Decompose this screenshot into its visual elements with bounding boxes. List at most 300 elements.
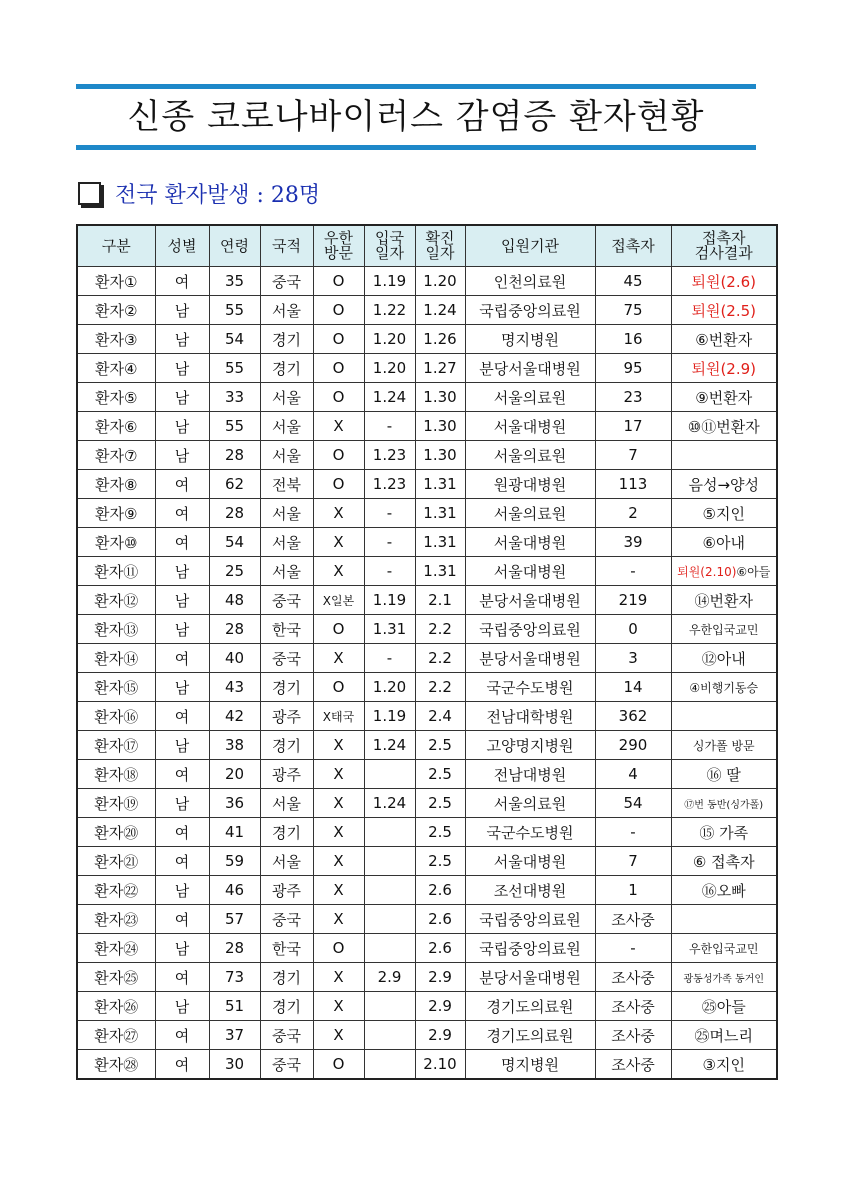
table-cell: 경기 (260, 818, 313, 847)
table-cell: X (313, 528, 364, 557)
table-row (77, 876, 777, 905)
table-cell: 환자⑤ (77, 383, 155, 412)
table-cell: ⑥ 접촉자 (671, 847, 777, 876)
column-header: 입원기관 (465, 225, 595, 267)
title-rule-bottom (76, 145, 756, 150)
table-cell: 여 (155, 1050, 209, 1080)
table-cell: 환자② (77, 296, 155, 325)
table-cell: 서울 (260, 383, 313, 412)
table-cell: 남 (155, 354, 209, 383)
table-cell (364, 992, 415, 1021)
table-cell: 서울 (260, 789, 313, 818)
table-cell: 1.24 (415, 296, 465, 325)
table-cell: 362 (595, 702, 671, 731)
table-cell: - (595, 818, 671, 847)
table-cell: 219 (595, 586, 671, 615)
table-cell: 남 (155, 586, 209, 615)
table-cell: 국립중앙의료원 (465, 615, 595, 644)
table-cell: 국립중앙의료원 (465, 905, 595, 934)
table-cell: O (313, 673, 364, 702)
table-cell: 여 (155, 1021, 209, 1050)
table-cell: 17 (595, 412, 671, 441)
table-cell: 환자㉖ (77, 992, 155, 1021)
table-cell: 37 (209, 1021, 260, 1050)
table-row (77, 296, 777, 325)
table-cell: 환자⑪ (77, 557, 155, 586)
table-cell: 1.23 (364, 441, 415, 470)
table-cell: 남 (155, 296, 209, 325)
table-cell: 1.20 (364, 673, 415, 702)
table-cell: 국립중앙의료원 (465, 296, 595, 325)
table-cell: ⑥번환자 (671, 325, 777, 354)
table-cell: - (364, 412, 415, 441)
table-cell: 42 (209, 702, 260, 731)
table-cell: 1.31 (415, 499, 465, 528)
table-cell: 1.30 (415, 383, 465, 412)
table-cell: 환자㉓ (77, 905, 155, 934)
column-header: 국적 (260, 225, 313, 267)
table-cell: O (313, 1050, 364, 1080)
table-cell: 환자㉗ (77, 1021, 155, 1050)
table-row (77, 354, 777, 383)
column-header: 연령 (209, 225, 260, 267)
table-cell: 1.31 (415, 470, 465, 499)
table-cell: 54 (209, 528, 260, 557)
table-cell: X (313, 731, 364, 760)
section-label: 전국 환자발생 : 28명 (115, 182, 321, 208)
table-cell: 1.24 (364, 731, 415, 760)
table-cell: ⑯오빠 (671, 876, 777, 905)
table-cell: 중국 (260, 1021, 313, 1050)
title-block (76, 84, 756, 150)
table-cell: ⑥아내 (671, 528, 777, 557)
table-cell: 남 (155, 731, 209, 760)
column-header: 접촉자 (595, 225, 671, 267)
table-cell: 2.6 (415, 876, 465, 905)
table-cell: 경기 (260, 992, 313, 1021)
table-cell: 명지병원 (465, 1050, 595, 1080)
table-cell (364, 1021, 415, 1050)
table-row (77, 905, 777, 934)
table-cell: 서울 (260, 557, 313, 586)
table-cell: 1.26 (415, 325, 465, 354)
table-row (77, 818, 777, 847)
table-cell (671, 441, 777, 470)
table-cell: 남 (155, 441, 209, 470)
table-row (77, 499, 777, 528)
table-cell: 36 (209, 789, 260, 818)
table-cell: 여 (155, 702, 209, 731)
table-cell: 서울대병원 (465, 847, 595, 876)
table-cell: 조사중 (595, 992, 671, 1021)
table-row (77, 586, 777, 615)
table-cell (364, 1050, 415, 1080)
table-cell: 환자⑨ (77, 499, 155, 528)
table-cell: 환자㉔ (77, 934, 155, 963)
table-cell: X (313, 876, 364, 905)
table-cell: 우한입국교민 (671, 615, 777, 644)
table-cell: - (595, 557, 671, 586)
table-cell: 2.9 (415, 963, 465, 992)
table-row (77, 470, 777, 499)
table-cell: ⑮ 가족 (671, 818, 777, 847)
table-cell: X (313, 760, 364, 789)
table-cell (364, 847, 415, 876)
table-cell: 여 (155, 905, 209, 934)
column-header: 입국 일자 (364, 225, 415, 267)
table-cell: 중국 (260, 267, 313, 296)
table-cell: 서울대병원 (465, 528, 595, 557)
table-cell: 남 (155, 673, 209, 702)
column-header: 접촉자 검사결과 (671, 225, 777, 267)
table-cell: X (313, 499, 364, 528)
table-cell: 1.23 (364, 470, 415, 499)
table-cell: - (364, 557, 415, 586)
table-row (77, 731, 777, 760)
table-cell: 2.2 (415, 644, 465, 673)
table-cell: 경기 (260, 731, 313, 760)
table-cell: 1.30 (415, 441, 465, 470)
table-cell: ③지인 (671, 1050, 777, 1080)
table-cell: 남 (155, 615, 209, 644)
table-cell: 75 (595, 296, 671, 325)
table-cell: ㉕며느리 (671, 1021, 777, 1050)
table-cell: 59 (209, 847, 260, 876)
table-row (77, 325, 777, 354)
table-cell (671, 905, 777, 934)
table-cell: 분당서울대병원 (465, 586, 595, 615)
table-row (77, 1050, 777, 1080)
table-cell: 1.31 (415, 528, 465, 557)
table-cell: 55 (209, 354, 260, 383)
table-cell: 환자㉑ (77, 847, 155, 876)
table-cell: ⑰번 동반(싱가폴) (671, 789, 777, 818)
table-row (77, 267, 777, 296)
table-cell: X (313, 1021, 364, 1050)
table-cell: 여 (155, 818, 209, 847)
table-cell: 2.2 (415, 673, 465, 702)
table-cell: 전북 (260, 470, 313, 499)
table-cell: 국군수도병원 (465, 673, 595, 702)
table-cell: 1.20 (364, 325, 415, 354)
table-cell: 경기 (260, 325, 313, 354)
table-cell: 환자⑭ (77, 644, 155, 673)
table-cell: 35 (209, 267, 260, 296)
table-cell: 국군수도병원 (465, 818, 595, 847)
table-row (77, 383, 777, 412)
table-cell: 국립중앙의료원 (465, 934, 595, 963)
table-cell: 서울 (260, 499, 313, 528)
table-cell: 환자③ (77, 325, 155, 354)
table-row (77, 1021, 777, 1050)
table-cell (364, 905, 415, 934)
section-heading (78, 176, 320, 210)
table-cell: 20 (209, 760, 260, 789)
table-cell: X (313, 992, 364, 1021)
table-cell: ㉕아들 (671, 992, 777, 1021)
table-cell: 2.6 (415, 905, 465, 934)
table-cell: 광동성가족 동거인 (671, 963, 777, 992)
table-cell: 45 (595, 267, 671, 296)
patient-table (76, 224, 778, 1080)
table-cell: O (313, 267, 364, 296)
page-title: 신종 코로나바이러스 감염증 환자현황 (127, 97, 705, 137)
table-cell: 서울의료원 (465, 789, 595, 818)
table-cell: 환자⑧ (77, 470, 155, 499)
table-cell: 2.5 (415, 731, 465, 760)
table-cell: 여 (155, 963, 209, 992)
table-cell: 경기 (260, 963, 313, 992)
table-cell: ⑫아내 (671, 644, 777, 673)
table-cell: 7 (595, 441, 671, 470)
table-cell: 환자⑬ (77, 615, 155, 644)
table-cell: 여 (155, 267, 209, 296)
table-cell: 95 (595, 354, 671, 383)
table-cell: O (313, 441, 364, 470)
table-cell: - (595, 934, 671, 963)
table-row (77, 441, 777, 470)
table-cell: X (313, 818, 364, 847)
table-cell: 분당서울대병원 (465, 354, 595, 383)
table-row (77, 644, 777, 673)
table-cell: - (364, 528, 415, 557)
column-header: 성별 (155, 225, 209, 267)
table-cell: 조사중 (595, 963, 671, 992)
table-cell: 30 (209, 1050, 260, 1080)
table-cell: ⑯ 딸 (671, 760, 777, 789)
table-cell: 55 (209, 412, 260, 441)
table-cell: 한국 (260, 934, 313, 963)
table-cell: 환자⑥ (77, 412, 155, 441)
table-cell: 조사중 (595, 1021, 671, 1050)
table-cell: 중국 (260, 644, 313, 673)
table-cell: 남 (155, 876, 209, 905)
table-cell: 51 (209, 992, 260, 1021)
table-cell: O (313, 470, 364, 499)
table-cell: 서울 (260, 441, 313, 470)
table-cell (364, 934, 415, 963)
table-cell: 서울대병원 (465, 412, 595, 441)
table-cell: 경기도의료원 (465, 1021, 595, 1050)
table-cell: 광주 (260, 702, 313, 731)
table-cell: 1.19 (364, 702, 415, 731)
table-cell: 41 (209, 818, 260, 847)
table-cell (671, 702, 777, 731)
table-row (77, 412, 777, 441)
table-cell: 중국 (260, 1050, 313, 1080)
table-cell: 40 (209, 644, 260, 673)
table-cell: X일본 (313, 586, 364, 615)
table-cell: ⑤지인 (671, 499, 777, 528)
table-cell: X (313, 963, 364, 992)
table-cell: 환자㉕ (77, 963, 155, 992)
table-row (77, 702, 777, 731)
table-cell: 여 (155, 760, 209, 789)
table-cell: 1.22 (364, 296, 415, 325)
table-cell: 1.20 (415, 267, 465, 296)
table-cell: 환자㉒ (77, 876, 155, 905)
table-cell: 환자⑩ (77, 528, 155, 557)
table-cell: 0 (595, 615, 671, 644)
table-cell: 25 (209, 557, 260, 586)
table-cell: 54 (209, 325, 260, 354)
table-cell: 2.1 (415, 586, 465, 615)
table-cell: 28 (209, 934, 260, 963)
table-cell: X태국 (313, 702, 364, 731)
table-cell: 환자⑯ (77, 702, 155, 731)
table-cell: 서울대병원 (465, 557, 595, 586)
table-cell: O (313, 934, 364, 963)
table-cell: ⑩⑪번환자 (671, 412, 777, 441)
table-cell: 우한입국교민 (671, 934, 777, 963)
table-cell: 2.9 (415, 992, 465, 1021)
table-cell: 2.5 (415, 818, 465, 847)
table-cell: 분당서울대병원 (465, 963, 595, 992)
table-cell: 54 (595, 789, 671, 818)
table-cell: 16 (595, 325, 671, 354)
table-cell: 28 (209, 499, 260, 528)
table-cell: 조사중 (595, 905, 671, 934)
table-cell: 경기 (260, 354, 313, 383)
table-cell: 서울 (260, 847, 313, 876)
table-cell: 2.9 (364, 963, 415, 992)
table-cell: 28 (209, 615, 260, 644)
table-cell: ⑭번환자 (671, 586, 777, 615)
table-cell: X (313, 789, 364, 818)
table-cell: 환자⑳ (77, 818, 155, 847)
table-cell: 2.10 (415, 1050, 465, 1080)
table-cell: 전남대학병원 (465, 702, 595, 731)
table-cell: 여 (155, 499, 209, 528)
table-cell: 환자⑫ (77, 586, 155, 615)
table-cell: 1.24 (364, 383, 415, 412)
table-cell: 55 (209, 296, 260, 325)
table-cell: ⑨번환자 (671, 383, 777, 412)
table-cell (364, 818, 415, 847)
table-cell: 여 (155, 528, 209, 557)
table-cell: 환자㉘ (77, 1050, 155, 1080)
table-row (77, 992, 777, 1021)
table-cell: 290 (595, 731, 671, 760)
table-cell: 2 (595, 499, 671, 528)
table-cell: 여 (155, 847, 209, 876)
table-cell: 서울의료원 (465, 383, 595, 412)
table-cell: 1.31 (364, 615, 415, 644)
table-cell: O (313, 615, 364, 644)
table-cell: 48 (209, 586, 260, 615)
table-cell: 원광대병원 (465, 470, 595, 499)
table-cell: 1.19 (364, 586, 415, 615)
table-cell: 음성→양성 (671, 470, 777, 499)
table-cell: 환자⑦ (77, 441, 155, 470)
table-cell: 2.9 (415, 1021, 465, 1050)
table-cell: 2.5 (415, 760, 465, 789)
table-row (77, 847, 777, 876)
table-row (77, 934, 777, 963)
table-cell: 퇴원(2.6) (671, 267, 777, 296)
column-header: 구분 (77, 225, 155, 267)
table-cell: O (313, 325, 364, 354)
table-cell: 남 (155, 934, 209, 963)
table-cell: 2.5 (415, 789, 465, 818)
table-cell: 퇴원(2.5) (671, 296, 777, 325)
table-cell: X (313, 905, 364, 934)
table-cell: 한국 (260, 615, 313, 644)
table-cell: 환자⑱ (77, 760, 155, 789)
table-cell (364, 876, 415, 905)
column-header: 확진 일자 (415, 225, 465, 267)
table-cell (364, 760, 415, 789)
table-cell: 2.4 (415, 702, 465, 731)
table-cell: 4 (595, 760, 671, 789)
table-cell: O (313, 354, 364, 383)
table-body (77, 267, 777, 1080)
table-cell: 경기 (260, 673, 313, 702)
table-cell: 46 (209, 876, 260, 905)
table-cell: 환자⑰ (77, 731, 155, 760)
table-cell: 전남대병원 (465, 760, 595, 789)
table-cell: 싱가폴 방문 (671, 731, 777, 760)
table-cell: 환자⑮ (77, 673, 155, 702)
table-cell: 1.19 (364, 267, 415, 296)
table-cell: 2.6 (415, 934, 465, 963)
table-row (77, 760, 777, 789)
table-cell: ④비행기동승 (671, 673, 777, 702)
table-cell: 2.5 (415, 847, 465, 876)
table-cell: 여 (155, 644, 209, 673)
table-cell: 여 (155, 470, 209, 499)
table-cell: 57 (209, 905, 260, 934)
table-cell: 퇴원(2.9) (671, 354, 777, 383)
table-cell: 38 (209, 731, 260, 760)
table-cell: 광주 (260, 760, 313, 789)
table-cell: 39 (595, 528, 671, 557)
table-cell: O (313, 296, 364, 325)
table-row (77, 528, 777, 557)
table-cell: 113 (595, 470, 671, 499)
table-cell: 분당서울대병원 (465, 644, 595, 673)
table-cell: 7 (595, 847, 671, 876)
table-cell: 퇴원(2.10)⑥아들 (671, 557, 777, 586)
table-cell: 조사중 (595, 1050, 671, 1080)
table-cell: 광주 (260, 876, 313, 905)
table-cell: 1.24 (364, 789, 415, 818)
table-cell: 2.2 (415, 615, 465, 644)
table-cell: 1.30 (415, 412, 465, 441)
table-cell: 1.20 (364, 354, 415, 383)
table-row (77, 789, 777, 818)
table-cell: 남 (155, 789, 209, 818)
table-cell: 남 (155, 383, 209, 412)
table-row (77, 557, 777, 586)
table-cell: X (313, 557, 364, 586)
table-cell: 중국 (260, 586, 313, 615)
table-cell: 남 (155, 557, 209, 586)
table-cell: 서울 (260, 412, 313, 441)
checkbox-icon (78, 182, 101, 205)
table-cell: - (364, 499, 415, 528)
table-cell: X (313, 847, 364, 876)
table-cell: 남 (155, 412, 209, 441)
table-cell: 환자④ (77, 354, 155, 383)
table-cell: 조선대병원 (465, 876, 595, 905)
table-header-row (77, 225, 777, 267)
table-cell: 62 (209, 470, 260, 499)
table-cell: 73 (209, 963, 260, 992)
table-row (77, 673, 777, 702)
table-cell: 경기도의료원 (465, 992, 595, 1021)
table-cell: 중국 (260, 905, 313, 934)
